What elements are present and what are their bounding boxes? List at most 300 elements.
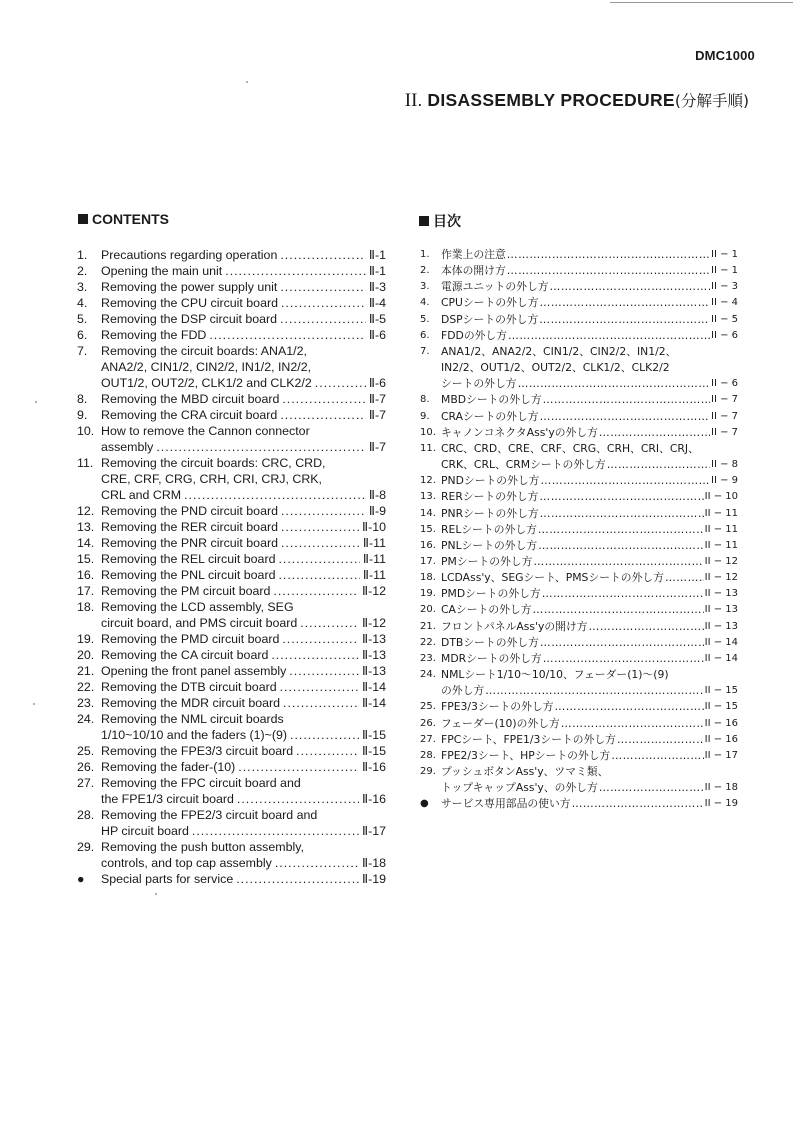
- toc-entry-number: 19.: [420, 588, 436, 600]
- toc-entry: [420, 796, 738, 812]
- dot-leader: [543, 651, 704, 667]
- toc-entry-body: [441, 667, 738, 699]
- toc-entry-page: Ⅱ-4: [368, 296, 386, 310]
- toc-entry-body: [101, 743, 386, 759]
- toc-entry-body: [101, 295, 386, 311]
- dot-leader: [273, 583, 359, 599]
- toc-entry-text: サービス専用部品の使い方: [441, 797, 571, 811]
- toc-entry: [420, 295, 738, 311]
- dot-leader: [290, 727, 359, 743]
- toc-entry-body: [101, 663, 386, 679]
- section-title: DISASSEMBLY PROCEDURE: [427, 90, 675, 110]
- dot-leader: [665, 570, 704, 586]
- toc-entry-text: DSPシートの外し方: [441, 312, 539, 326]
- toc-entry-body: [101, 839, 386, 871]
- toc-entry-page: II − 6: [711, 329, 738, 341]
- toc-entry-number: 8.: [420, 394, 430, 406]
- toc-entry-line: [441, 667, 738, 683]
- toc-entry-number: 18.: [420, 572, 436, 584]
- toc-entry: [77, 311, 386, 327]
- toc-entry: [77, 503, 386, 519]
- toc-entry-line: [101, 503, 386, 519]
- toc-entry-page: Ⅱ-12: [361, 584, 386, 598]
- toc-entry-page: Ⅱ-11: [362, 536, 386, 550]
- dot-leader: [540, 635, 704, 651]
- toc-entry-line: [101, 247, 386, 263]
- dot-leader: [281, 535, 360, 551]
- toc-entry-number: 8.: [77, 392, 88, 406]
- toc-entry-text: 作業上の注意: [441, 248, 506, 261]
- toc-entry-number: 25.: [77, 744, 95, 758]
- toc-entry: [77, 535, 386, 551]
- toc-entry-number: 4.: [77, 296, 88, 310]
- toc-entry: [77, 551, 386, 567]
- toc-entry-page: Ⅱ-13: [361, 664, 386, 678]
- toc-entry: [420, 699, 738, 715]
- toc-entry-text: PNRシートの外し方: [441, 506, 539, 520]
- dot-leader: [589, 619, 704, 635]
- toc-entry: [420, 312, 738, 328]
- toc-entry-body: [101, 807, 386, 839]
- toc-entry-number: 3.: [77, 280, 88, 294]
- toc-entry-page: Ⅱ-14: [361, 680, 386, 694]
- toc-entry-body: [441, 699, 738, 715]
- toc-entry: [420, 263, 738, 279]
- toc-entry-page: II − 17: [704, 749, 738, 761]
- dot-leader: [282, 631, 359, 647]
- dot-leader: [543, 392, 710, 408]
- toc-entry-body: [101, 775, 386, 807]
- toc-entry-body: [101, 519, 386, 535]
- toc-entry: [420, 651, 738, 667]
- dot-leader: [539, 312, 710, 328]
- toc-entry-text: Removing the circuit boards: ANA1/2,: [101, 344, 307, 358]
- toc-entry-body: [441, 522, 738, 538]
- toc-entry-body: [441, 586, 738, 602]
- toc-entry: [77, 327, 386, 343]
- toc-entry-text: Removing the circuit boards: CRC, CRD,: [101, 456, 326, 470]
- toc-entry-page: II − 5: [711, 313, 738, 325]
- toc-entry-number: 26.: [420, 717, 436, 729]
- toc-entry-page: Ⅱ-1: [368, 248, 386, 262]
- toc-entry-line: [441, 748, 738, 764]
- toc-entry-page: Ⅱ-15: [361, 728, 386, 742]
- toc-entry-text: DTBシートの外し方: [441, 635, 539, 649]
- toc-entry-line: [101, 535, 386, 551]
- toc-entry-line: [441, 247, 738, 263]
- toc-entry-text: Removing the PNR circuit board: [101, 536, 278, 550]
- toc-entry-number: 25.: [420, 701, 436, 713]
- dot-leader: [278, 567, 359, 583]
- dot-leader: [281, 503, 366, 519]
- toc-entry-text: Removing the NML circuit boards: [101, 712, 284, 726]
- toc-entry: [77, 279, 386, 295]
- toc-entry-line: [101, 871, 386, 887]
- dot-leader: [540, 506, 704, 522]
- toc-entry-line: [441, 538, 738, 554]
- toc-entry-line: [441, 263, 738, 279]
- dot-leader: [271, 647, 359, 663]
- toc-entry-body: [441, 247, 738, 263]
- dot-leader: [283, 695, 359, 711]
- toc-entry-page: Ⅱ-14: [361, 696, 386, 710]
- toc-entry-page: Ⅱ-6: [368, 376, 386, 390]
- toc-entry: [77, 391, 386, 407]
- toc-entry-text: RERシートの外し方: [441, 490, 539, 504]
- toc-entry-text: NMLシート1/10〜10/10、フェーダー(1)〜(9): [441, 668, 669, 682]
- toc-entry-number: 12.: [420, 475, 436, 487]
- toc-entry-text: CRE, CRF, CRG, CRH, CRI, CRJ, CRK,: [101, 472, 322, 486]
- dot-leader: [156, 439, 366, 455]
- toc-entry-page: II − 6: [711, 378, 738, 390]
- toc-entry-line: [441, 376, 738, 392]
- toc-entry-body: [101, 279, 386, 295]
- toc-entry-line: [441, 716, 738, 732]
- toc-entry-number: 16.: [77, 568, 95, 582]
- toc-entry-body: [441, 344, 738, 392]
- toc-entry-line: [441, 586, 738, 602]
- scan-speck: [35, 401, 37, 403]
- toc-entry-body: [441, 619, 738, 635]
- toc-entry-number: 17.: [420, 555, 436, 567]
- toc-entry-text: Removing the PNL circuit board: [101, 568, 276, 582]
- toc-entry-line: [441, 764, 738, 780]
- toc-entry-number: 10.: [77, 424, 95, 438]
- toc-entry-page: II − 13: [704, 588, 738, 600]
- toc-entry-body: [441, 506, 738, 522]
- toc-entry-line: [101, 727, 386, 743]
- toc-entry: [420, 425, 738, 441]
- toc-entry-page: II − 19: [704, 798, 738, 810]
- dot-leader: [533, 554, 703, 570]
- toc-entry-number: 17.: [77, 584, 95, 598]
- toc-entry-line: [441, 602, 738, 618]
- toc-entry-page: II − 15: [704, 685, 738, 697]
- toc-entry-body: [441, 570, 738, 586]
- toc-entry-text: トップキャップAss'y、の外し方: [441, 781, 598, 795]
- toc-entry-body: [441, 538, 738, 554]
- dot-leader: [289, 663, 359, 679]
- toc-entry-number: 20.: [77, 648, 95, 662]
- toc-entry-page: II − 16: [704, 733, 738, 745]
- dot-leader: [507, 247, 710, 263]
- toc-entry: [77, 679, 386, 695]
- toc-entry: [77, 343, 386, 391]
- toc-entry-body: [101, 599, 386, 631]
- toc-entry-body: [101, 311, 386, 327]
- toc-entry-text: Removing the MDR circuit board: [101, 696, 281, 710]
- toc-entry-page: II − 16: [704, 717, 738, 729]
- toc-entry-page: Ⅱ-18: [361, 856, 386, 870]
- toc-entry-line: [441, 312, 738, 328]
- toc-entry-line: [101, 663, 386, 679]
- toc-entry-text: PNDシートの外し方: [441, 474, 540, 488]
- toc-entry-number: 22.: [77, 680, 95, 694]
- toc-entry-text: Removing the FDD: [101, 328, 207, 342]
- toc-entry-number: ●: [420, 798, 429, 810]
- toc-entry: [420, 635, 738, 651]
- dot-leader: [280, 311, 366, 327]
- toc-entry-number: 6.: [420, 329, 430, 341]
- scan-speck: [246, 81, 248, 83]
- toc-entry-line: [441, 425, 738, 441]
- toc-entry-line: [441, 570, 738, 586]
- toc-entry-body: [101, 343, 386, 391]
- toc-entry-number: 22.: [420, 636, 436, 648]
- toc-entry: [77, 567, 386, 583]
- dot-leader: [280, 247, 366, 263]
- toc-entry-line: [441, 506, 738, 522]
- toc-entry-line: [101, 375, 386, 391]
- toc-entry-line: [101, 343, 386, 359]
- toc-entry: [77, 647, 386, 663]
- toc-entry-line: [441, 489, 738, 505]
- toc-entry-body: [101, 391, 386, 407]
- toc-entry-page: II − 14: [704, 652, 738, 664]
- toc-entry-body: [441, 409, 738, 425]
- toc-entry-line: [101, 407, 386, 423]
- toc-entry: [77, 695, 386, 711]
- toc-entry-page: Ⅱ-10: [361, 520, 386, 534]
- toc-entry-text: Opening the main unit: [101, 264, 223, 278]
- toc-entry: [77, 423, 386, 455]
- toc-entry-line: [441, 683, 738, 699]
- toc-entry-body: [441, 554, 738, 570]
- toc-entry: [77, 807, 386, 839]
- toc-entry-line: [101, 791, 386, 807]
- toc-entry-line: [101, 311, 386, 327]
- toc-entry-text: Removing the FPC circuit board and: [101, 776, 301, 790]
- contents-list-en: [77, 247, 386, 887]
- toc-entry-body: [101, 711, 386, 743]
- toc-entry-body: [101, 423, 386, 455]
- toc-entry-body: [101, 583, 386, 599]
- toc-entry-body: [441, 764, 738, 796]
- toc-entry-page: II − 18: [704, 782, 738, 794]
- toc-entry-body: [441, 602, 738, 618]
- toc-entry-page: II − 11: [704, 507, 738, 519]
- toc-entry-text: Special parts for service: [101, 872, 234, 886]
- toc-entry-page: Ⅱ-19: [361, 872, 386, 886]
- toc-entry-text: FDDの外し方: [441, 328, 508, 342]
- dot-leader: [572, 796, 704, 812]
- toc-entry-line: [101, 615, 386, 631]
- dot-leader: [282, 391, 366, 407]
- toc-entry-body: [101, 263, 386, 279]
- toc-entry-line: [101, 551, 386, 567]
- toc-entry-body: [441, 263, 738, 279]
- toc-entry-number: 29.: [420, 766, 436, 777]
- toc-entry-body: [441, 392, 738, 408]
- toc-entry-page: II − 13: [704, 620, 738, 632]
- toc-entry: [77, 519, 386, 535]
- toc-entry-number: 4.: [420, 297, 430, 309]
- toc-entry-text: Removing the MBD circuit board: [101, 392, 280, 406]
- toc-entry-text: How to remove the Cannon connector: [101, 424, 310, 438]
- dot-leader: [555, 699, 704, 715]
- toc-entry-number: 6.: [77, 328, 88, 342]
- toc-entry: [420, 279, 738, 295]
- toc-entry-line: [441, 457, 738, 473]
- toc-entry: [77, 839, 386, 871]
- toc-entry-text: 1/10~10/10 and the faders (1)~(9): [101, 728, 287, 742]
- toc-entry-body: [441, 651, 738, 667]
- toc-entry-number: 5.: [77, 312, 88, 326]
- toc-entry-page: II − 12: [704, 572, 738, 584]
- toc-entry-page: Ⅱ-3: [368, 280, 386, 294]
- toc-entry-line: [101, 583, 386, 599]
- toc-entry: [420, 602, 738, 618]
- toc-entry-body: [101, 695, 386, 711]
- toc-entry-line: [101, 439, 386, 455]
- toc-entry-body: [441, 796, 738, 812]
- toc-entry-page: II − 11: [704, 539, 738, 551]
- toc-entry-line: [441, 796, 738, 812]
- toc-entry-page: Ⅱ-6: [368, 328, 386, 342]
- toc-entry-line: [441, 360, 738, 376]
- toc-entry-number: 16.: [420, 539, 436, 551]
- toc-entry-page: II − 13: [704, 604, 738, 616]
- toc-entry-number: 11.: [77, 456, 94, 470]
- toc-entry-page: II − 7: [711, 394, 738, 406]
- toc-entry-text: FPE3/3シートの外し方: [441, 700, 554, 714]
- dot-leader: [278, 551, 359, 567]
- toc-entry: [77, 407, 386, 423]
- toc-entry-text: Removing the push button assembly,: [101, 840, 304, 854]
- toc-entry-text: MBDシートの外し方: [441, 393, 542, 407]
- toc-entry-text: controls, and top cap assembly: [101, 856, 272, 870]
- toc-entry-body: [441, 473, 738, 489]
- toc-entry-number: 2.: [420, 265, 430, 277]
- toc-entry: [77, 663, 386, 679]
- toc-entry-text: キャノンコネクタAss'yの外し方: [441, 425, 598, 439]
- dot-leader: [300, 615, 359, 631]
- toc-entry-number: 9.: [420, 410, 430, 422]
- toc-entry-page: II − 15: [704, 701, 738, 713]
- dot-leader: [550, 279, 710, 295]
- toc-entry-body: [101, 871, 386, 887]
- toc-entry-line: [101, 679, 386, 695]
- toc-entry: [420, 732, 738, 748]
- toc-entry-body: [441, 635, 738, 651]
- scan-speck: [155, 893, 157, 895]
- toc-entry-page: II − 11: [704, 523, 738, 535]
- toc-entry: [420, 619, 738, 635]
- toc-entry: [420, 441, 738, 473]
- toc-entry-body: [441, 732, 738, 748]
- toc-entry-line: [101, 823, 386, 839]
- toc-entry: [420, 538, 738, 554]
- toc-entry-text: Removing the fader-(10): [101, 760, 236, 774]
- toc-entry-line: [441, 279, 738, 295]
- toc-entry-page: Ⅱ-12: [361, 616, 386, 630]
- toc-entry-text: Removing the power supply unit: [101, 280, 278, 294]
- toc-entry: [420, 473, 738, 489]
- toc-entry-line: [101, 599, 386, 615]
- toc-entry: [77, 599, 386, 631]
- toc-entry-page: Ⅱ-13: [361, 648, 386, 662]
- toc-entry-line: [441, 619, 738, 635]
- toc-entry-line: [441, 344, 738, 360]
- scan-speck: [33, 703, 35, 705]
- toc-entry-number: 12.: [77, 504, 95, 518]
- toc-entry-page: Ⅱ-7: [368, 408, 386, 422]
- dot-leader: [209, 327, 366, 343]
- toc-entry-body: [441, 312, 738, 328]
- toc-entry-line: [101, 263, 386, 279]
- dot-leader: [540, 409, 710, 425]
- dot-leader: [237, 791, 359, 807]
- page-title: [405, 89, 749, 112]
- toc-entry-text: フロントパネルAss'yの開け方: [441, 619, 588, 633]
- toc-entry-number: 1.: [420, 249, 430, 260]
- toc-entry-body: [101, 631, 386, 647]
- toc-entry-text: PNLシートの外し方: [441, 538, 538, 552]
- toc-entry-body: [101, 647, 386, 663]
- contents-heading-jp-label: 目次: [433, 214, 461, 230]
- toc-entry-body: [101, 455, 386, 503]
- toc-entry-number: 26.: [77, 760, 95, 774]
- toc-entry-page: Ⅱ-11: [362, 552, 386, 566]
- toc-entry-text: 本体の開け方: [441, 264, 506, 278]
- toc-entry-number: 23.: [77, 696, 95, 710]
- toc-entry-body: [441, 716, 738, 732]
- toc-entry-text: CRAシートの外し方: [441, 409, 539, 423]
- toc-entry-number: 21.: [420, 620, 436, 632]
- toc-entry: [420, 586, 738, 602]
- toc-entry-page: II − 8: [711, 459, 738, 471]
- model-number: DMC1000: [695, 48, 755, 63]
- toc-entry-line: [101, 279, 386, 295]
- toc-entry-text: CAシートの外し方: [441, 603, 532, 617]
- toc-entry-body: [101, 247, 386, 263]
- toc-entry-number: 2.: [77, 264, 88, 278]
- dot-leader: [540, 473, 710, 489]
- toc-entry-number: 5.: [420, 313, 430, 325]
- toc-entry-line: [441, 651, 738, 667]
- dot-leader: [238, 759, 359, 775]
- dot-leader: [184, 487, 366, 503]
- toc-entry-text: 電源ユニットの外し方: [441, 280, 549, 294]
- toc-entry-line: [101, 391, 386, 407]
- dot-leader: [538, 538, 703, 554]
- toc-entry-text: CRK、CRL、CRMシートの外し方: [441, 458, 606, 472]
- toc-entry-line: [101, 839, 386, 855]
- toc-entry-line: [101, 487, 386, 503]
- toc-entry-text: PMシートの外し方: [441, 554, 533, 568]
- toc-entry: [77, 743, 386, 759]
- dot-leader: [485, 683, 703, 699]
- toc-entry-line: [441, 473, 738, 489]
- toc-entry-line: [101, 359, 386, 375]
- toc-entry-line: [441, 732, 738, 748]
- toc-entry: [420, 748, 738, 764]
- toc-entry-text: OUT1/2, OUT2/2, CLK1/2 and CLK2/2: [101, 376, 312, 390]
- dot-leader: [599, 780, 704, 796]
- toc-entry-number: 24.: [420, 669, 436, 681]
- toc-entry-text: Opening the front panel assembly: [101, 664, 287, 678]
- section-title-jp: (分解手順): [674, 92, 749, 110]
- dot-leader: [280, 407, 366, 423]
- toc-entry-text: Removing the FPE2/3 circuit board and: [101, 808, 318, 822]
- toc-entry-text: assembly: [101, 440, 154, 454]
- contents-heading-label: CONTENTS: [92, 211, 169, 227]
- toc-entry-text: シートの外し方: [441, 377, 517, 391]
- square-bullet-icon: [419, 216, 429, 226]
- toc-entry-body: [441, 328, 738, 344]
- toc-entry: [77, 583, 386, 599]
- toc-entry-line: [441, 635, 738, 651]
